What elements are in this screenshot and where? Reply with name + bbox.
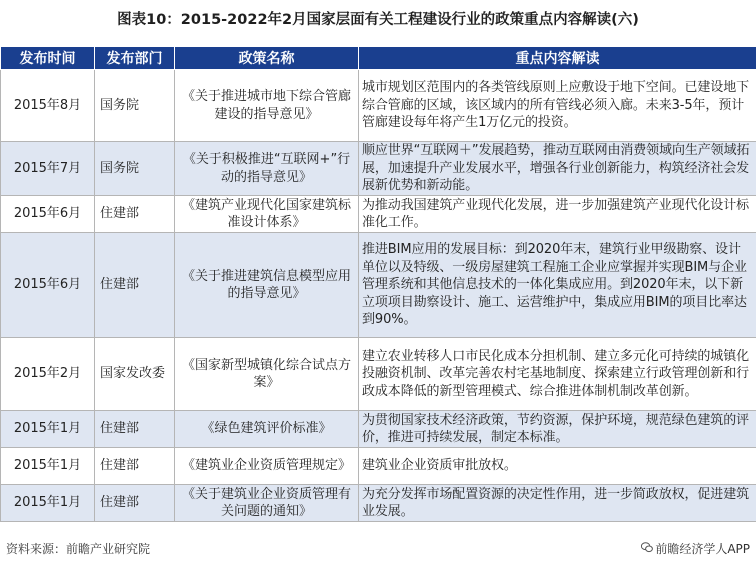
table-row (1, 448, 756, 485)
cell-date: 2015年7月 (1, 142, 95, 196)
table-row (1, 196, 756, 233)
table-row (1, 142, 756, 196)
cell-name: 《关于积极推进“互联网+”行动的指导意见》 (175, 142, 359, 196)
policy-table (0, 46, 756, 522)
cell-dept: 住建部 (95, 233, 175, 338)
cell-dept: 住建部 (95, 448, 175, 485)
brand-label: 前瞻经济学人APP (655, 542, 750, 556)
table-row (1, 233, 756, 338)
wechat-icon (641, 542, 653, 556)
cell-dept: 国务院 (95, 142, 175, 196)
cell-dept: 住建部 (95, 411, 175, 448)
brand-credit (641, 540, 750, 557)
cell-dept: 住建部 (95, 485, 175, 522)
cell-date: 2015年1月 (1, 411, 95, 448)
table-row (1, 411, 756, 448)
page-title: 图表10：2015-2022年2月国家层面有关工程建设行业的政策重点内容解读(六) (117, 12, 639, 28)
column-header-name: 政策名称 (175, 47, 359, 70)
cell-dept: 国家发改委 (95, 338, 175, 411)
table-row (1, 338, 756, 411)
column-header-dept: 发布部门 (95, 47, 175, 70)
source-note: 资料来源：前瞻产业研究院 (6, 542, 151, 556)
cell-name: 《国家新型城镇化综合试点方案》 (175, 338, 359, 411)
cell-date: 2015年1月 (1, 485, 95, 522)
cell-date: 2015年1月 (1, 448, 95, 485)
table-row (1, 70, 756, 142)
cell-name: 《绿色建筑评价标准》 (175, 411, 359, 448)
cell-key: 为贯彻国家技术经济政策，节约资源，保护环境，规范绿色建筑的评价，推进可持续发展，制定本标准。 (359, 411, 756, 448)
cell-key: 为推动我国建筑产业现代化发展，进一步加强建筑产业现代化设计标准化工作。 (359, 196, 756, 233)
column-header-date: 发布时间 (1, 47, 95, 70)
cell-key: 为充分发挥市场配置资源的决定性作用，进一步简政放权，促进建筑业发展。 (359, 485, 756, 522)
table-row (1, 485, 756, 522)
cell-key: 建立农业转移人口市民化成本分担机制、建立多元化可持续的城镇化投融资机制、改革完善农村宅基地制度、探索建立行政管理创新和行政成本降低的新型管理模式、综合推进体制机制改革创新。 (359, 338, 756, 411)
cell-name: 《关于建筑业企业资质管理有关问题的通知》 (175, 485, 359, 522)
cell-dept: 住建部 (95, 196, 175, 233)
column-header-key: 重点内容解读 (359, 47, 756, 70)
cell-key: 推进BIM应用的发展目标：到2020年末，建筑行业甲级勘察、设计单位以及特级、一级房屋建筑工程施工企业应掌握并实现BIM与企业管理系统和其他信息技术的一体化集成应用。到2020年末，以下新立项项目勘察设计、施工、运营维护中，集成应用BIM的项目比率达到90%。 (359, 233, 756, 338)
cell-dept: 国务院 (95, 70, 175, 142)
cell-key: 建筑业企业资质审批放权。 (359, 448, 756, 485)
cell-name: 《关于推进城市地下综合管廊建设的指导意见》 (175, 70, 359, 142)
cell-date: 2015年6月 (1, 233, 95, 338)
cell-key: 城市规划区范围内的各类管线原则上应敷设于地下空间。已建设地下综合管廊的区域，该区域内的所有管线必须入廊。未来3-5年，预计管廊建设每年将产生1万亿元的投资。 (359, 70, 756, 142)
table-header-row (1, 47, 756, 70)
cell-date: 2015年8月 (1, 70, 95, 142)
cell-name: 《建筑产业现代化国家建筑标准设计体系》 (175, 196, 359, 233)
cell-name: 《建筑业企业资质管理规定》 (175, 448, 359, 485)
cell-name: 《关于推进建筑信息模型应用的指导意见》 (175, 233, 359, 338)
cell-date: 2015年6月 (1, 196, 95, 233)
cell-date: 2015年2月 (1, 338, 95, 411)
cell-key: 顺应世界“互联网＋”发展趋势，推动互联网由消费领域向生产领域拓展，加速提升产业发展水平，增强各行业创新能力，构筑经济社会发展新优势和新动能。 (359, 142, 756, 196)
